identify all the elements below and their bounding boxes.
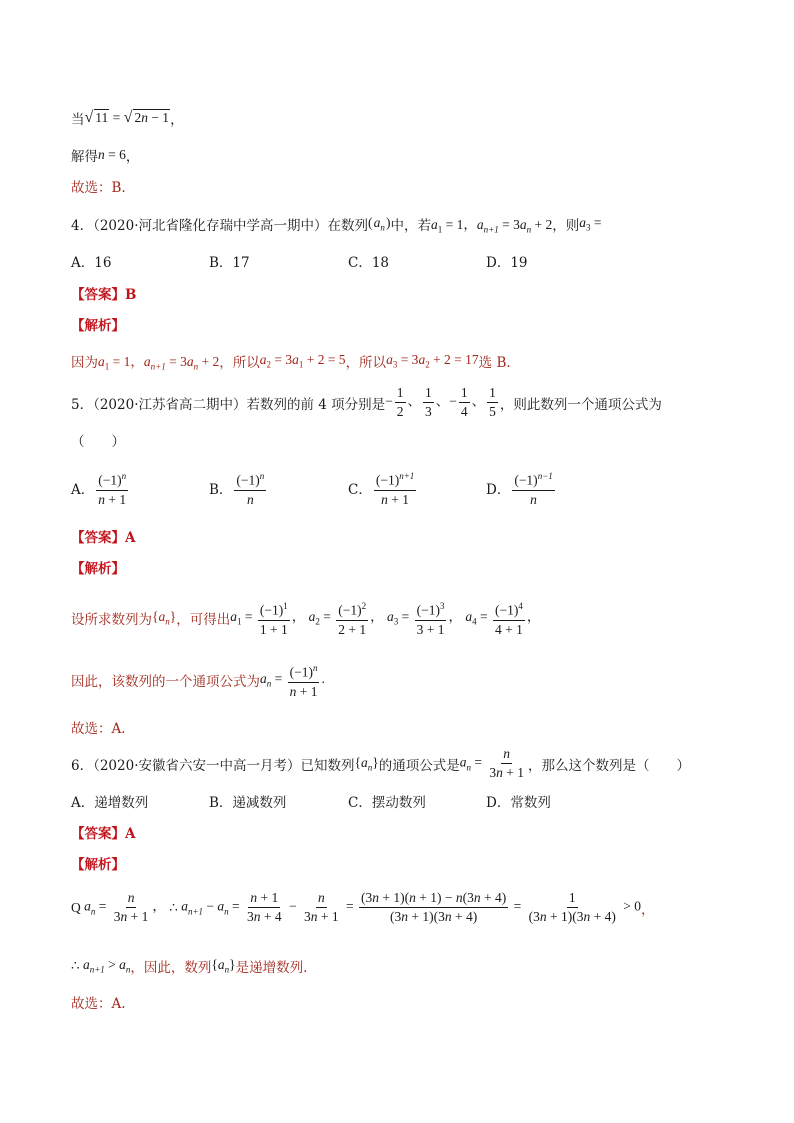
math-expression: ( $a_n$ ) <box>368 215 391 233</box>
math-expression: − $\frac{1}{2}$ 、 $\frac{1}{3}$ 、− $\frac{1}{4}$ 、 $\frac{1}{5}$ <box>385 385 496 419</box>
sol4-tail: 选 B. <box>478 354 511 371</box>
sol4-so1: ，所以 <box>219 354 260 371</box>
sol5-l1-mid: ，可得出 <box>176 611 231 628</box>
q6-tail: ，那么这个数列是（ ） <box>527 757 690 774</box>
sol4-prefix: 因为 <box>71 354 98 371</box>
math-expression: $\frac{(-1)^n}{n + 1}$ <box>96 468 128 508</box>
math-expression: $\frac{(-1)^{n+1}}{n + 1}$ <box>374 468 416 508</box>
q4-head: 4．（2020·河北省隆化存瑞中学高一期中）在数列 <box>71 217 368 234</box>
q5-paren: （ ） <box>71 434 125 450</box>
q4-mid2: ，则 <box>552 217 580 234</box>
q6-head: 6．（2020·安徽省六安一中高一月考）已知数列 <box>71 757 355 774</box>
sqrt-line-prefix: 当 <box>71 112 85 128</box>
sqrt-line-suffix: ， <box>170 112 184 128</box>
comma: ， <box>640 901 655 918</box>
q4-option-d: D．19 <box>486 255 528 271</box>
q5-option-a <box>71 468 130 508</box>
since-symbol: Q <box>71 899 81 915</box>
math-expression: $a_{n+1} > a_n$ <box>82 957 131 975</box>
pick-line: 故选：A. <box>71 996 126 1012</box>
math-expression: $a_1 = 1$，$a_{n+1} = 3a_n + 2$ <box>431 217 553 235</box>
math-expression: $a_n$ = $\frac{n}{3n + 1}$ <box>459 746 524 780</box>
solution-5-line1 <box>71 598 540 638</box>
analysis-label: 【解析】 <box>71 318 125 334</box>
sol4-so2: ，所以 <box>345 354 387 371</box>
therefore-symbol: ∴ <box>71 958 80 973</box>
q5-head: 5．（2020·江苏省高二期中）若数列的前 4 项分别是 <box>71 396 386 413</box>
q6-option-c: C．摆动数列 <box>348 795 426 811</box>
q5-option-c <box>348 468 418 508</box>
analysis-label: 【解析】 <box>71 561 125 577</box>
q4-mid1: 中，若 <box>390 217 431 234</box>
math-expression: $a_n$ = $\frac{n}{3n + 1}$ ， <box>84 890 170 924</box>
option-label: C． <box>348 481 372 498</box>
pick-line: 故选：B. <box>71 180 126 196</box>
pick-line: 故选：A. <box>71 721 126 737</box>
solution-6-line1 <box>71 890 654 925</box>
solved-suffix: ， <box>125 149 140 165</box>
math-expression: √ 11 = √ 2n − 1 <box>84 109 170 126</box>
q5-option-d <box>486 468 557 508</box>
math-expression: $a_3$ = <box>579 215 602 233</box>
math-expression: $\frac{(-1)^n}{n}$ <box>234 468 266 508</box>
q6-option-b: B．递减数列 <box>209 795 287 811</box>
therefore-symbol: ∴ <box>169 899 178 915</box>
option-label: A． <box>71 481 95 498</box>
option-label: B． <box>209 481 233 498</box>
q5-option-b <box>209 468 268 508</box>
q4-option-b: B．17 <box>209 255 250 271</box>
solution-6-line2 <box>71 956 307 976</box>
math-expression: $\{a_n\}$ <box>211 957 236 975</box>
answer-label: 【答案】B <box>71 287 137 303</box>
math-expression: $a_{n+1} - a_n$ = $\frac{n + 1}{3n + 4}$ − $\frac{n}{3n + 1}$ = $\frac{(3n + 1)(n + 1) - n(3n + 4)}{(3n + 1)(3n + 4)}$ = $\frac{1}{(3n + 1)(3n + 4)}$ > 0 <box>181 890 641 924</box>
question-6 <box>71 746 690 781</box>
sol6-l2-mid: ，因此，数列 <box>130 960 212 976</box>
sol5-l2-prefix: 因此，该数列的一个通项公式为 <box>71 673 260 690</box>
math-expression: $\frac{(-1)^{n-1}}{n}$ <box>512 468 554 508</box>
math-expression: $a_2 = 3a_1 + 2 = 5$ <box>259 352 346 370</box>
answer-label: 【答案】A <box>71 530 136 546</box>
sol5-l1-prefix: 设所求数列为 <box>71 611 152 628</box>
math-expression: $a_n$ = $\frac{(-1)^n}{n + 1}$ . <box>260 660 325 700</box>
question-5 <box>71 385 662 420</box>
math-expression: $\{a_n\}$ <box>354 754 379 773</box>
q5-tail: ，则此数列一个通项公式为 <box>499 396 662 413</box>
q6-option-d: D．常数列 <box>486 795 551 811</box>
q6-option-a: A．递增数列 <box>71 795 149 811</box>
answer-label: 【答案】A <box>71 826 136 842</box>
question-4 <box>71 213 601 235</box>
math-expression: $a_3 = 3a_2 + 2 = 17$ <box>386 352 479 370</box>
math-expression: $a_1$ = $\frac{(-1)^1}{1 + 1}$ ， $a_2$ = $\frac{(-1)^2}{2 + 1}$ ， $a_3$ = $\frac{(-1)^3}{3 + 1}$ ， $a_4$ = $\frac{(-1)^4}{4 + 1}$ ， <box>230 598 540 638</box>
math-expression: n = 6 <box>98 147 126 162</box>
solution-5-line2 <box>71 660 325 700</box>
solved-prefix: 解得 <box>71 149 98 165</box>
analysis-label: 【解析】 <box>71 857 125 873</box>
q6-mid: 的通项公式是 <box>378 757 460 774</box>
solution-4 <box>71 350 511 372</box>
sol6-l2-tail: 是递增数列. <box>235 960 308 976</box>
q4-option-c: C．18 <box>348 255 390 271</box>
option-label: D． <box>486 481 511 498</box>
q4-option-a: A．16 <box>71 255 112 271</box>
math-expression: $a_1 = 1$，$a_{n+1} = 3a_n + 2$ <box>98 354 220 372</box>
solved-line <box>71 145 139 165</box>
math-expression: $\{a_n\}$ <box>152 608 177 627</box>
sqrt-equation-line <box>71 108 184 128</box>
